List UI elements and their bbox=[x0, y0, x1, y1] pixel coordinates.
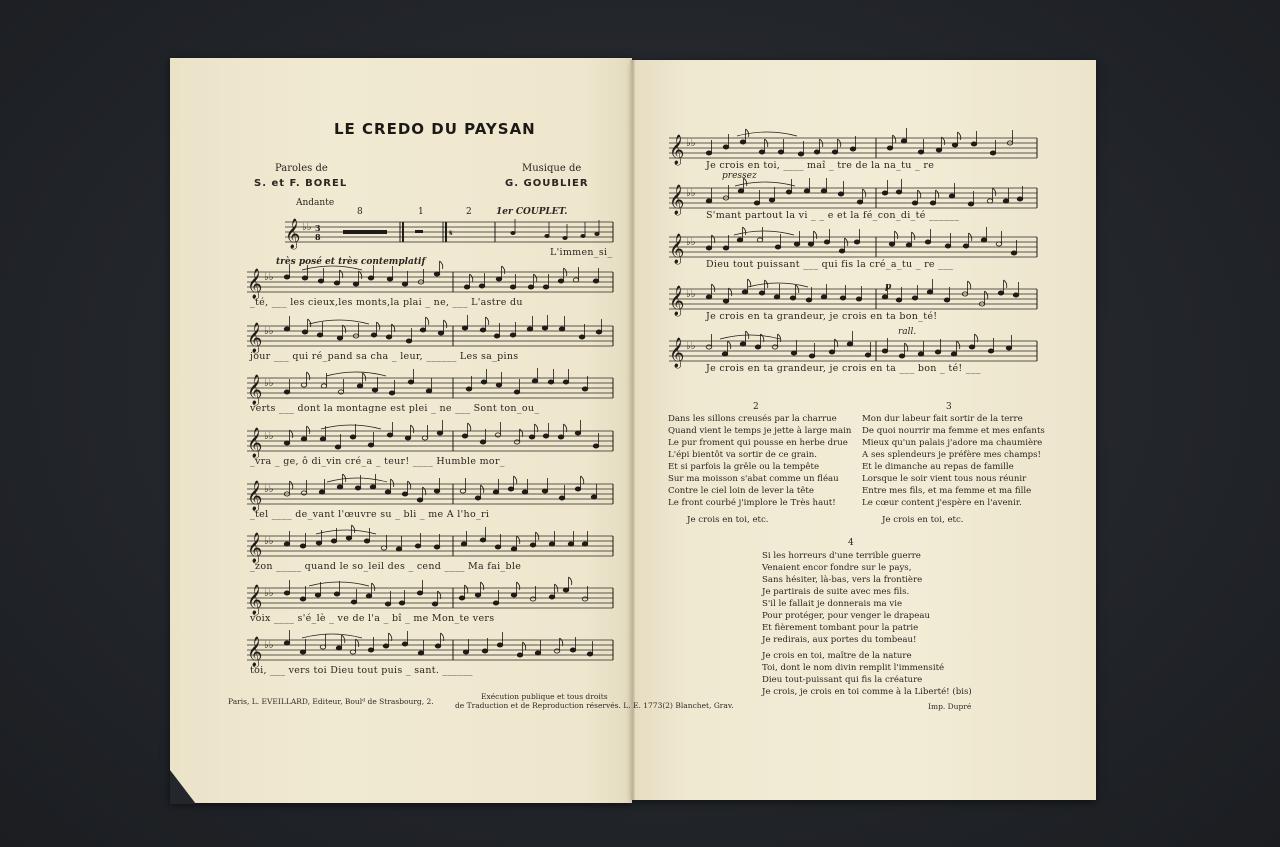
left-staff-1 bbox=[247, 264, 615, 298]
verse-3-refrain: Je crois en toi, etc. bbox=[882, 515, 964, 525]
svg-text:𝄞: 𝄞 bbox=[247, 323, 263, 353]
right-staff-1 bbox=[669, 130, 1039, 164]
svg-text:♭♭: ♭♭ bbox=[686, 138, 696, 149]
svg-text:𝄋: 𝄋 bbox=[449, 229, 453, 239]
words-author: S. et F. BOREL bbox=[254, 178, 348, 189]
left-staff-4 bbox=[247, 423, 615, 457]
rights-line-2: de Traduction et de Reproduction réservés. L. E. 1773(2) Blanchet, Grav. bbox=[455, 701, 734, 710]
piano-marking: p bbox=[885, 282, 892, 292]
intro-lyric: L'immen_si_ bbox=[550, 247, 613, 258]
verse-3-number: 3 bbox=[946, 402, 952, 412]
svg-text:♭♭: ♭♭ bbox=[686, 341, 696, 352]
song-title: LE CREDO DU PAYSAN bbox=[334, 120, 536, 138]
left-lyric-line-5: _tel ____ de_vant l'œuvre su _ bli _ me A l'ho_ri bbox=[250, 509, 490, 520]
svg-text:𝄞: 𝄞 bbox=[669, 135, 685, 165]
tempo-marking: Andante bbox=[296, 198, 335, 208]
svg-text:♭♭: ♭♭ bbox=[686, 237, 696, 248]
svg-text:♭♭: ♭♭ bbox=[264, 431, 274, 442]
right-lyric-line-1: Je crois en toi, ____ maî _ tre de la na_tu _ re bbox=[706, 160, 935, 171]
svg-text:♭♭: ♭♭ bbox=[686, 188, 696, 199]
verse-4-number: 4 bbox=[848, 538, 854, 548]
svg-text:♭♭: ♭♭ bbox=[264, 536, 274, 547]
svg-text:𝄞: 𝄞 bbox=[247, 533, 263, 563]
music-author: G. GOUBLIER bbox=[505, 178, 589, 189]
right-staff-3 bbox=[669, 229, 1039, 263]
svg-text:𝄞: 𝄞 bbox=[669, 185, 685, 215]
svg-text:♭♭: ♭♭ bbox=[686, 289, 696, 300]
svg-text:3: 3 bbox=[315, 223, 321, 233]
bar-number-2: 2 bbox=[466, 207, 472, 217]
music-label: Musique de bbox=[522, 163, 582, 174]
svg-text:𝄞: 𝄞 bbox=[247, 428, 263, 458]
rest-count: 8 bbox=[357, 207, 363, 217]
left-staff-3 bbox=[247, 370, 615, 404]
svg-text:𝄞: 𝄞 bbox=[669, 338, 685, 368]
svg-text:8: 8 bbox=[315, 232, 321, 242]
printer-line: Imp. Dupré bbox=[928, 702, 972, 711]
right-staff-2 bbox=[669, 180, 1039, 214]
right-staff-4 bbox=[669, 281, 1039, 315]
left-lyric-line-3: verts ___ dont la montagne est plei _ ne ___ Sont ton_ou_ bbox=[250, 403, 540, 414]
right-lyric-line-2: S'mant partout la vi _ _ e et la fé_con_di_té ______ bbox=[706, 210, 960, 221]
left-lyric-line-4: _vra _ ge, ô di_vin cré_a _ teur! ____ Humble mor_ bbox=[250, 456, 505, 467]
expression-marking: très posé et très contemplatif bbox=[276, 257, 426, 267]
pressez-marking: pressez bbox=[722, 171, 757, 181]
svg-text:♭♭: ♭♭ bbox=[264, 272, 274, 283]
left-staff-2 bbox=[247, 318, 615, 352]
left-lyric-line-8: toi, ___ vers toi Dieu tout puis _ sant. ______ bbox=[250, 665, 473, 676]
words-label: Paroles de bbox=[275, 163, 328, 174]
couplet-label: 1er COUPLET. bbox=[496, 207, 568, 217]
intro-staff bbox=[285, 214, 615, 248]
left-lyric-line-7: voix ____ s'é_lè _ ve de l'a _ bî _ me Mon_te vers bbox=[250, 613, 495, 624]
left-staff-6 bbox=[247, 528, 615, 562]
svg-text:𝄞: 𝄞 bbox=[247, 585, 263, 615]
svg-text:𝄞: 𝄞 bbox=[669, 234, 685, 264]
left-lyric-line-6: _zon _____ quand le so_leil des _ cend ____ Ma fai_ble bbox=[250, 561, 522, 572]
svg-text:♭♭: ♭♭ bbox=[302, 222, 312, 233]
page-fold bbox=[630, 60, 635, 800]
svg-text:𝄞: 𝄞 bbox=[247, 269, 263, 299]
left-staff-5 bbox=[247, 476, 615, 510]
verse-4-refrain: Je crois en toi, maître de la nature Toi, dont le nom divin remplit l'immensité Dieu tout-puissant qui fis la créature Je crois, je crois en toi comme à la Liberté! (bis) bbox=[762, 651, 972, 697]
verse-2-refrain: Je crois en toi, etc. bbox=[687, 515, 769, 525]
rights-line-1: Exécution publique et tous droits bbox=[481, 692, 608, 701]
left-staff-8 bbox=[247, 632, 615, 666]
svg-text:𝄞: 𝄞 bbox=[247, 637, 263, 667]
svg-text:𝄞: 𝄞 bbox=[247, 481, 263, 511]
bar-number-1: 1 bbox=[418, 207, 424, 217]
left-lyric-line-2: jour ___ qui ré_pand sa cha _ leur, ______ Les sa_pins bbox=[250, 351, 519, 362]
verse-4-text: Si les horreurs d'une terrible guerre Venaient encor fondre sur le pays, Sans hésiter, là-bas, vers la frontière Je partirais de suite avec mes fils. S'il le fallait je donnerais ma vie Pour protéger, pour venger le drapeau Et fièrement tombant pour la patrie Je redirais, aux portes du tombeau! bbox=[762, 551, 931, 645]
svg-text:♭♭: ♭♭ bbox=[264, 588, 274, 599]
svg-text:𝄞: 𝄞 bbox=[669, 286, 685, 316]
svg-text:♭♭: ♭♭ bbox=[264, 378, 274, 389]
verse-2-text: Dans les sillons creusés par la charrue Quand vient le temps je jette à large main Le pur froment qui pousse en herbe drue L'épi bientôt va sortir de ce grain. Et si parfois la grêle ou la tempête Sur ma moisson s'abat comme un fléau Contre le ciel loin de lever la tête Le front courbé j'implore le Très haut! bbox=[668, 414, 852, 508]
verse-3-text: Mon dur labeur fait sortir de la terre De quoi nourrir ma femme et mes enfants Mieux qu'un palais j'adore ma chaumière A ses splendeurs je préfère mes champs! Et le dimanche au repas de famille Lorsque le soir vient tous nous réunir Entre mes fils, et ma femme et ma fille Le cœur content j'espère en l'avenir. bbox=[862, 414, 1045, 508]
publisher-line: Paris, L. EVEILLARD, Editeur, Boulᵈ de Strasbourg, 2. bbox=[228, 697, 434, 706]
svg-text:𝄞: 𝄞 bbox=[247, 375, 263, 405]
right-lyric-line-5: Je crois en ta grandeur, je crois en ta ___ bon _ té! ___ bbox=[706, 363, 981, 374]
right-lyric-line-3: Dieu tout puissant ___ qui fis la cré_a_tu _ re ___ bbox=[706, 259, 954, 270]
svg-text:♭♭: ♭♭ bbox=[264, 326, 274, 337]
svg-text:𝄞: 𝄞 bbox=[285, 219, 301, 249]
svg-text:♭♭: ♭♭ bbox=[264, 484, 274, 495]
right-lyric-line-4: Je crois en ta grandeur, je crois en ta bon_té! bbox=[706, 311, 938, 322]
left-staff-7 bbox=[247, 580, 615, 614]
rall-marking: rall. bbox=[898, 327, 917, 337]
right-staff-5 bbox=[669, 333, 1039, 367]
svg-text:♭♭: ♭♭ bbox=[264, 640, 274, 651]
verse-2-number: 2 bbox=[753, 402, 759, 412]
left-lyric-line-1: _té, ___ les cieux,les monts,la plai _ ne, ___ L'astre du bbox=[250, 297, 523, 308]
